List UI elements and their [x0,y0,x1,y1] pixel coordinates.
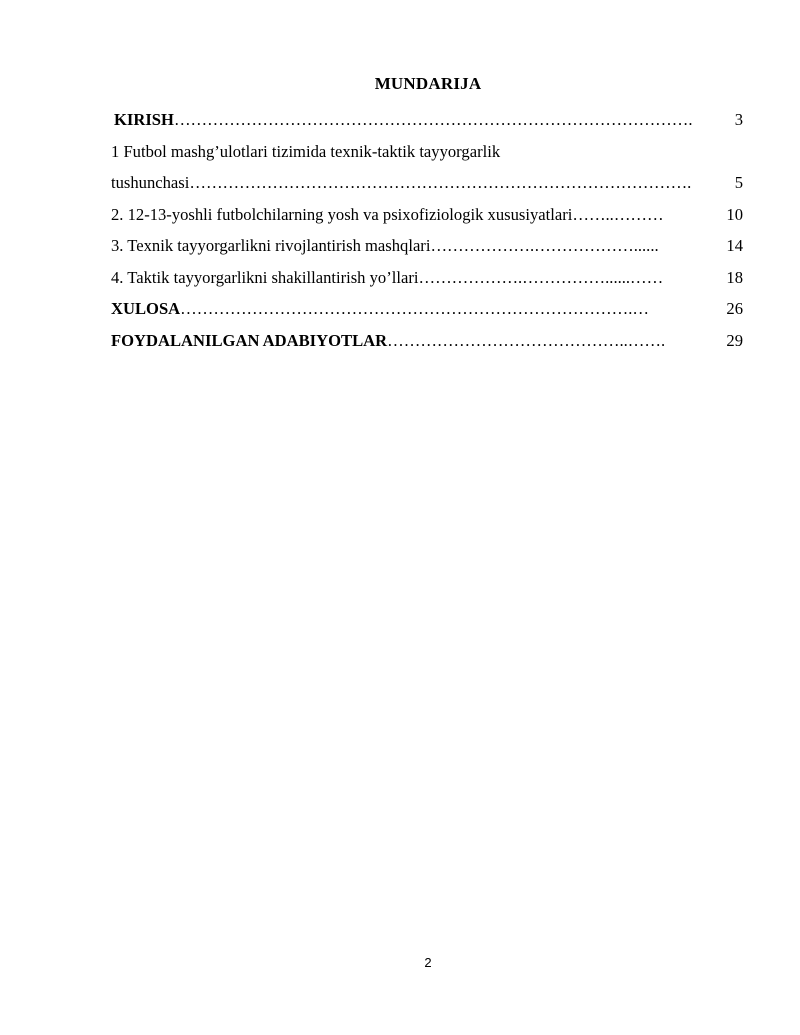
toc-leader: …………………………………………………………………………………. [173,110,693,129]
toc-page-number: 18 [726,267,743,287]
toc-entry-continuation: tushunchasi [111,173,190,192]
toc-entry-text: 4. Taktik tayyorgarlikni shakillantirish yo’llari [111,267,419,287]
toc-entry-1-first-line[interactable] [111,136,743,168]
toc-page-number: 5 [734,173,743,192]
toc-page-number: 3 [734,110,743,129]
toc-leader: ……………………………………………………………………….… [180,299,649,318]
toc-entry-kirish[interactable] [111,104,743,136]
toc-page-number: 29 [726,330,743,350]
toc-entry-text: 1 Futbol mashg’ulotlari tizimida texnik-taktik tayyorgarlik [111,141,501,161]
toc-entry-1[interactable] [111,167,743,199]
toc-page-number: 26 [726,299,743,318]
toc-entry-xulosa[interactable] [111,293,743,325]
toc-entry-3[interactable] [111,230,743,262]
toc-leader: ……………….……………......…… [418,267,664,287]
toc-entry-text: XULOSA [111,299,181,318]
toc-leader: ……………….………………...... [430,236,659,255]
toc-page-number: 10 [726,204,743,224]
toc-entry-4[interactable] [111,262,743,294]
toc-entry-text: 3. Texnik tayyorgarlikni rivojlantirish mashqlari [111,236,431,255]
toc-entry-text: 2. 12-13-yoshli futbolchilarning yosh va psixofiziologik xususiyatlari [111,204,573,224]
toc-entry-text: KIRISH [114,110,174,129]
toc-leader: ………………………………………………………………………………. [189,173,692,192]
toc-leader: ……..……… [572,204,664,224]
page-number-footer: 2 [424,955,432,970]
toc-leader: ……………………………………..……. [387,330,666,350]
toc-page-number: 14 [726,236,743,255]
toc-entry-2[interactable] [111,199,743,231]
toc-title: MUNDARIJA [374,74,482,93]
toc-entry-text: FOYDALANILGAN ADABIYOTLAR [111,330,388,350]
table-of-contents [111,104,743,356]
toc-entry-adabiyotlar[interactable] [111,325,743,357]
